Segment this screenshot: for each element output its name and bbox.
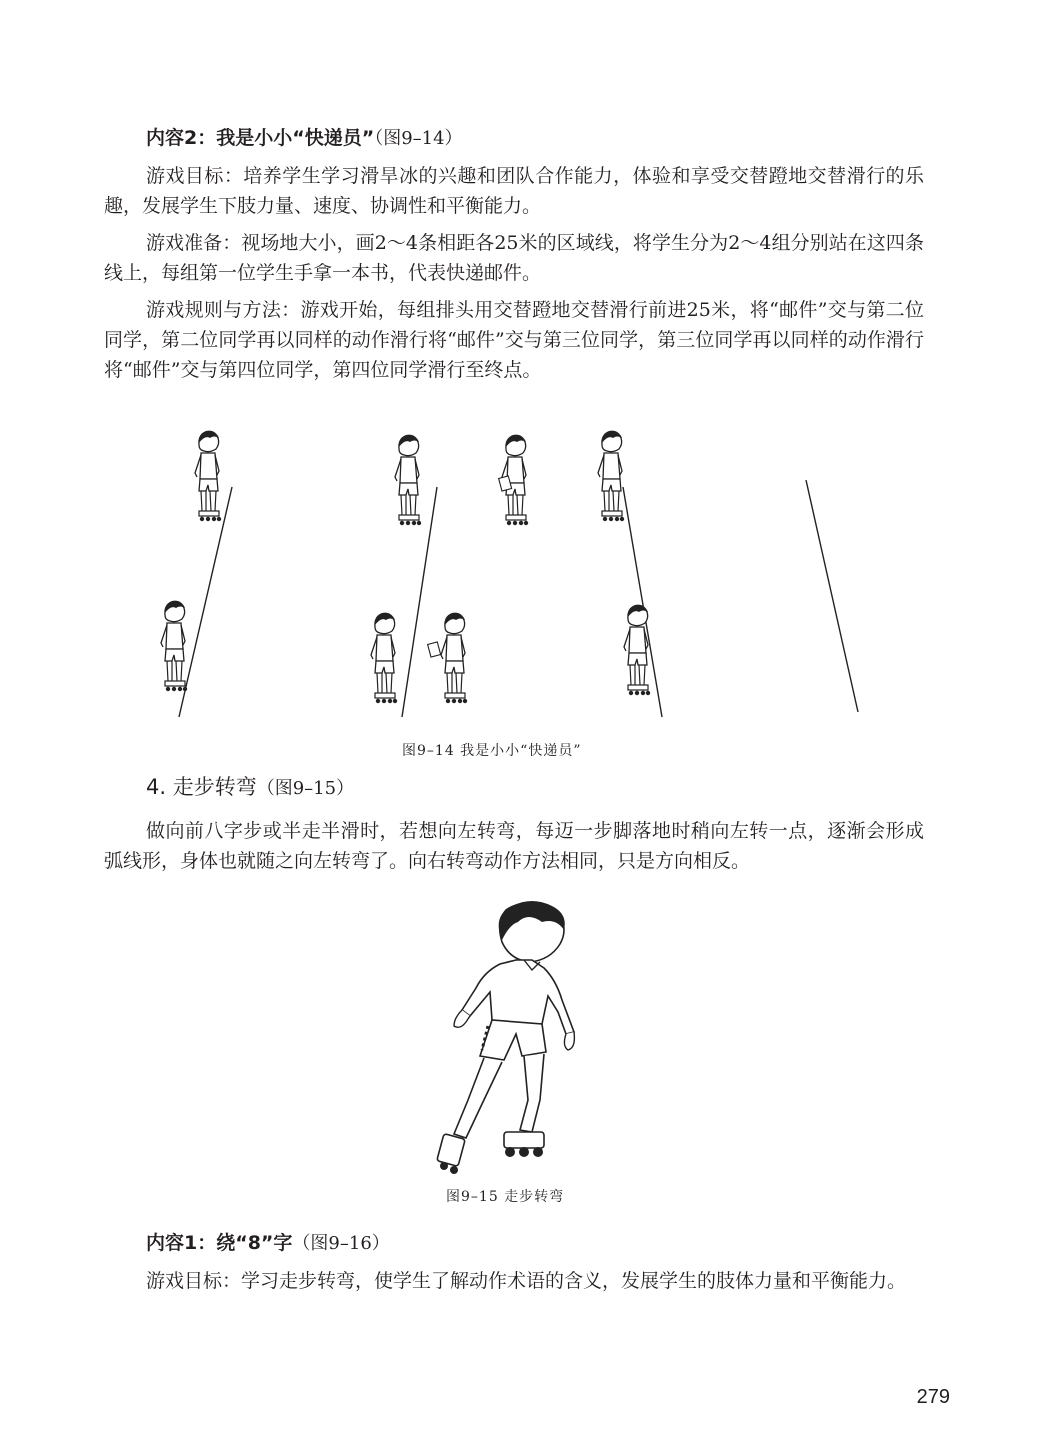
skater-figure — [371, 613, 397, 704]
figure-9-15-caption: 图9–15 走步转弯 — [446, 1189, 565, 1205]
region-line-4 — [806, 480, 858, 712]
section4 — [104, 772, 924, 876]
page-number: 279 — [916, 1386, 950, 1408]
content1-section — [104, 1228, 924, 1296]
content2-prep: 游戏准备：视场地大小，画2～4条相距各25米的区域线，将学生分为2～4组分别站在这四条线上，每组第一位学生手拿一本书，代表快递邮件。 — [104, 232, 924, 284]
section4-title: 4. 走步转弯 — [146, 775, 257, 799]
content2-section — [104, 123, 924, 385]
boy-left-leg — [454, 1058, 502, 1138]
content1-heading — [104, 1228, 924, 1259]
content2-heading-strong: 内容2：我是小小“快递员” — [146, 127, 375, 149]
content1-goal: 游戏目标：学习走步转弯，使学生了解动作术语的含义，发展学生的肢体力量和平衡能力。 — [146, 1270, 907, 1292]
region-line-1 — [179, 487, 232, 717]
skater-figure — [195, 431, 221, 522]
figure-9-14-illustration — [150, 425, 880, 725]
boy-shorts — [480, 1020, 546, 1060]
figure-9-15-illustration — [432, 900, 602, 1180]
skater-figure — [598, 431, 624, 522]
skater-figure — [441, 613, 467, 704]
content1-heading-ref: （图9–16） — [292, 1233, 390, 1254]
left-skate — [437, 1134, 465, 1174]
skater-figure — [395, 435, 421, 526]
content1-heading-strong: 内容1：绕“8”字 — [146, 1232, 293, 1254]
skater-figure — [624, 605, 650, 696]
boy-right-leg — [520, 1054, 544, 1132]
section4-ref: （图9–15） — [256, 778, 355, 799]
mail-book — [428, 642, 441, 657]
section4-heading — [104, 772, 924, 804]
region-line-3 — [623, 487, 662, 717]
figure-9-14-caption: 图9–14 我是小小“快递员” — [402, 743, 582, 759]
content2-goal: 游戏目标：培养学生学习滑旱冰的兴趣和团队合作能力，体验和享受交替蹬地交替滑行的乐趣，发展学生下肢力量、速度、协调性和平衡能力。 — [104, 165, 924, 217]
section4-body: 做向前八字步或半走半滑时，若想向左转弯，每迈一步脚落地时稍向左转一点，逐渐会形成弧线形，身体也就随之向左转弯了。向右转弯动作方法相同，只是方向相反。 — [104, 820, 924, 872]
skater-figure — [161, 601, 187, 692]
content2-rules: 游戏规则与方法：游戏开始，每组排头用交替蹬地交替滑行前进25米，将“邮件”交与第二位同学，第二位同学再以同样的动作滑行将“邮件”交与第三位同学，第三位同学再以同样的动作滑行将“邮件”交与第四位同学，第四位同学滑行至终点。 — [104, 299, 924, 381]
content2-heading — [104, 123, 924, 154]
content2-heading-ref: （图9–14） — [374, 128, 463, 149]
right-skate — [504, 1132, 544, 1157]
